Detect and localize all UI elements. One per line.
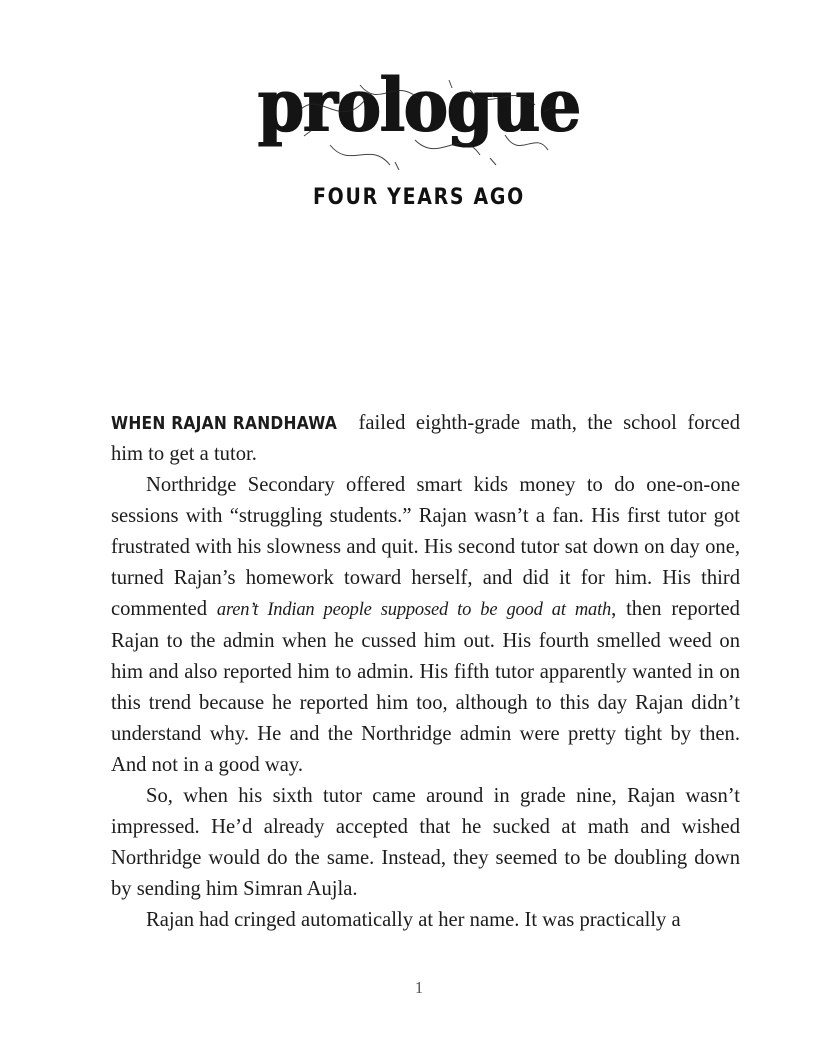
thorny-vine-flourish-icon bbox=[0, 70, 838, 190]
paragraph-2-text-after: , then reported Rajan to the admin when he cussed him out. His fourth smelled weed on him and also reported him to admin. His fifth tutor apparently wanted in on this trend because he reported him too, although to this day Rajan didn’t understand why. He and the Northridge admin were pretty tight by then. And not in a good way. bbox=[111, 598, 740, 776]
paragraph-2 bbox=[111, 470, 740, 781]
chapter-subtitle: FOUR YEARS AGO bbox=[313, 185, 525, 210]
body-text bbox=[111, 408, 740, 936]
paragraph-4: Rajan had cringed automatically at her name. It was practically a bbox=[146, 909, 681, 931]
chapter-title-text: prologue bbox=[257, 61, 581, 149]
paragraph-1-text: failed eighth-grade math, the school forced him to get a tutor. bbox=[111, 412, 740, 465]
page-number: 1 bbox=[414, 978, 424, 997]
paragraph-1 bbox=[111, 408, 740, 470]
paragraph-3: So, when his sixth tutor came around in grade nine, Rajan wasn’t impressed. He’d already accepted that he sucked at math and wished Northridge would do the same. Instead, they seemed to be doubling down by sending him Simran Aujla. bbox=[111, 785, 740, 900]
paragraph-2-text-before: Northridge Secondary offered smart kids money to do one-on-one sessions with “struggling students.” Rajan wasn’t a fan. His first tutor got frustrated with his slowness and quit. His second tutor sat down on day one, turned Rajan’s homework toward herself, and did it for him. His third commented bbox=[111, 474, 740, 620]
paragraph-2-italic: aren’t Indian people supposed to be good at math bbox=[216, 600, 612, 620]
lead-in: WHEN RAJAN RANDHAWA bbox=[111, 413, 338, 434]
